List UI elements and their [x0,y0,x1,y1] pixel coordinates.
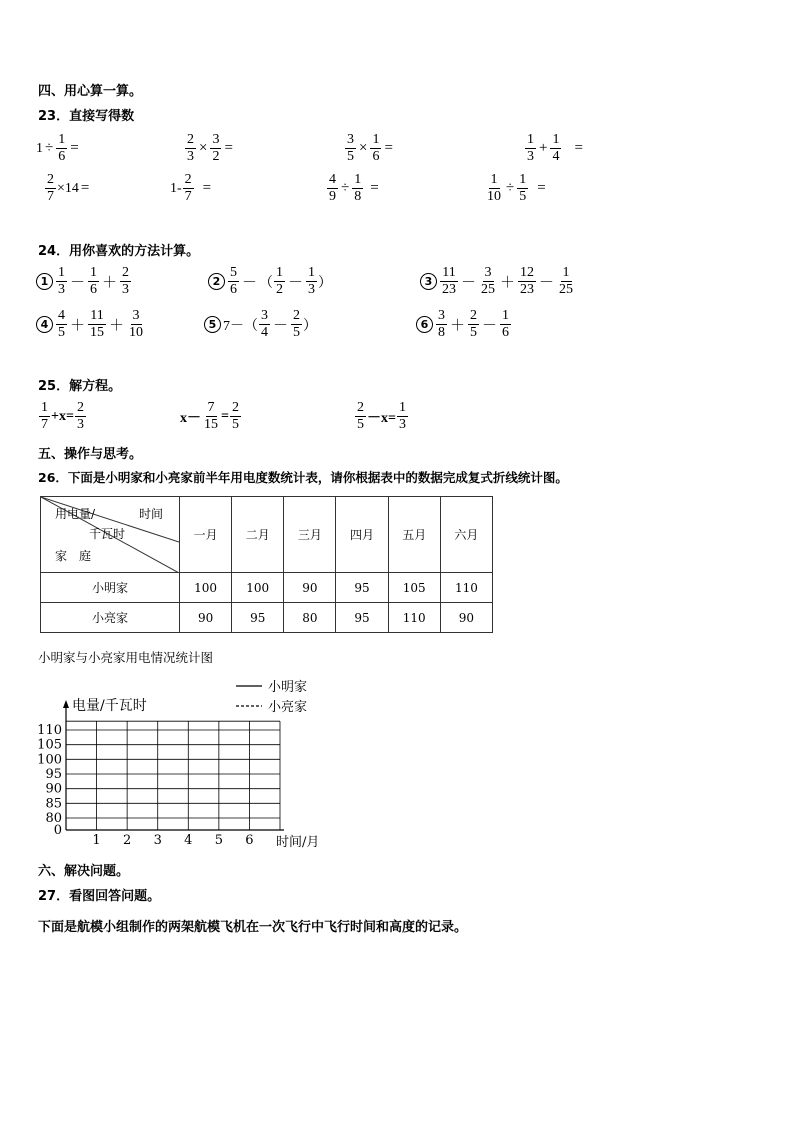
q23-item-4-op: + [539,140,548,156]
y-tick-label: 110 [37,723,62,738]
q23-item-6-eq: = [202,180,212,196]
q24-expr-6: 6 $\frac{3}{8}$ ＋ $\frac{2}{5}$ － $\frac{1}{6}$ [416,308,512,341]
x-tick-label: 3 [153,833,162,848]
y-tick-label: 95 [45,767,62,782]
table-cell: 100 [180,573,232,603]
y-tick-label: 100 [37,752,62,768]
q23-item-2-op: × [199,140,208,156]
question-24-title: 24．用你喜欢的方法计算。 [38,244,200,259]
month-header-6: 六月 [440,497,492,573]
q23-item-5-frac: $\frac{2}{7}$ [47,172,54,204]
y-tick-label: 85 [45,796,62,812]
month-header-2: 二月 [232,497,284,573]
q23-item-2-frac-a: $\frac{2}{3}$ [187,132,194,164]
q23-item-5 [44,172,91,205]
table-cell: 90 [440,603,492,633]
table-cell: 100 [232,573,284,603]
question-25-title: 25．解方程。 [38,379,122,394]
legend-label-xiaoliang: 小亮家 [268,700,308,715]
section-6-title: 六、解决问题。 [38,864,130,879]
chart-caption: 小明家与小亮家用电情况统计图 [38,650,214,665]
circled-number-3: 3 [420,273,437,290]
table-cell: 105 [388,573,440,603]
q23-item-4-frac-a: $\frac{1}{3}$ [527,132,534,164]
legend-label-xiaoming: 小明家 [268,680,308,695]
circled-number-5: 5 [204,316,221,333]
chart-legend [236,680,307,715]
q23-item-1-op: ÷ [45,140,54,156]
q23-item-3-frac-b: $\frac{1}{6}$ [372,132,380,164]
table-cell: 80 [284,603,336,633]
q23-item-1-eq: = [70,140,79,156]
q23-item-3 [344,132,395,165]
q24-expr-1: 1 $\frac{1}{3}$ － $\frac{1}{6}$ ＋ $\frac{2}{3}$ [36,265,132,298]
chart-grid [66,721,280,830]
q23-item-6-int: 1- [170,180,182,196]
month-header-5: 五月 [388,497,440,573]
month-header-3: 三月 [284,497,336,573]
table-cell: 95 [336,603,388,633]
month-header-4: 四月 [336,497,388,573]
table-corner-header [41,497,180,573]
y-tick-label: 80 [45,811,62,826]
q23-item-2-eq: = [224,140,233,156]
x-tick-label: 5 [214,833,223,848]
x-tick-label: 6 [245,833,254,848]
question-27-text: 下面是航模小组制作的两架航模飞机在一次飞行中飞行时间和高度的记录。 [38,920,468,935]
q23-item-1 [36,132,81,165]
q23-item-1-int: 1 [36,140,43,156]
corner-label-family: 家 庭 [55,549,92,563]
electricity-line-chart [30,672,350,854]
q23-item-5-op: ×14 [57,180,79,196]
q23-item-8-frac-b: $\frac{1}{5}$ [519,172,527,204]
q23-item-8-frac-a: $\frac{1}{10}$ [487,172,501,204]
section-5-title: 五、操作与思考。 [38,447,143,462]
chart-x-ticks [92,833,253,848]
month-header-1: 一月 [180,497,232,573]
q23-item-7-eq: = [370,180,379,196]
circled-number-1: 1 [36,273,53,290]
corner-label-time: 时间 [139,507,164,521]
row-label-xiaoliang: 小亮家 [41,603,180,633]
table-cell: 110 [388,603,440,633]
y-axis-arrow-icon [63,700,69,708]
circled-number-2: 2 [208,273,225,290]
table-cell: 95 [232,603,284,633]
q23-item-6-frac: $\frac{2}{7}$ [184,172,192,204]
q23-item-7-op: ÷ [341,180,350,196]
q23-item-3-eq: = [384,140,393,156]
circled-number-6: 6 [416,316,433,333]
q23-item-5-eq: = [80,180,90,196]
q23-item-8-eq: = [537,180,546,196]
electricity-usage-table [40,496,493,633]
q24-expr-4: 4 $\frac{4}{5}$ ＋ $\frac{11}{15}$ ＋ $\frac{3}{10}$ [36,308,146,341]
q23-item-8 [484,172,548,205]
chart-y-ticks [37,723,62,838]
question-23-title: 23．直接写得数 [38,109,135,124]
corner-label-unit: 千瓦时 [89,527,126,541]
y-tick-label: 105 [37,737,62,753]
q25-equation-3: $\frac{2}{5}$ －x= $\frac{1}{3}$ [357,400,406,432]
q24-expr-2: 2 $\frac{5}{6}$ － （ $\frac{1}{2}$ － $\frac{1}{3}$ ） [208,265,332,298]
q23-item-4-eq: = [574,140,583,156]
q23-item-1-frac: $\frac{1}{6}$ [58,132,66,164]
q25-equation-1: $\frac{1}{7}$ +x= $\frac{2}{3}$ [41,400,84,432]
question-26-title: 26．下面是小明家和小亮家前半年用电度数统计表，请你根据表中的数据完成复式折线统计图。 [38,470,568,485]
x-axis-label: 时间/月 [276,835,320,850]
corner-label-usage: 用电量/ [55,507,96,521]
question-27-title: 27．看图回答问题。 [38,889,161,904]
y-tick-label-zero: 0 [53,823,62,838]
y-tick-label: 90 [45,781,62,797]
q23-item-6 [170,172,213,205]
row-label-xiaoming: 小明家 [41,573,180,603]
q23-item-2-frac-b: $\frac{3}{2}$ [212,132,220,164]
q23-item-3-frac-a: $\frac{3}{5}$ [347,132,354,164]
table-cell: 90 [284,573,336,603]
q23-item-8-op: ÷ [506,180,515,196]
table-cell: 110 [440,573,492,603]
y-axis-label: 电量/千瓦时 [72,698,147,714]
table-cell: 90 [180,603,232,633]
table-cell: 95 [336,573,388,603]
q23-item-2 [184,132,235,165]
q23-item-7-frac-b: $\frac{1}{8}$ [354,172,362,204]
q23-item-3-op: × [359,140,368,156]
q23-item-4-frac-b: $\frac{1}{4}$ [552,132,560,164]
x-tick-label: 4 [184,833,193,848]
q23-item-7 [326,172,381,205]
q24-expr-3: 3 $\frac{11}{23}$ － $\frac{3}{25}$ ＋ $\frac{12}{23}$ － $\frac{1}{25}$ [420,265,576,298]
x-tick-label: 2 [123,833,132,848]
table-row [41,573,493,603]
chart-axes [63,700,284,830]
x-tick-label: 1 [92,833,101,848]
q24-expr-5: 5 7－（ $\frac{3}{4}$ － $\frac{2}{5}$ ） [204,308,317,341]
q25-equation-2: x－ $\frac{7}{15}$ = $\frac{2}{5}$ [180,400,239,432]
table-row [41,603,493,633]
q23-item-7-frac-a: $\frac{4}{9}$ [329,172,336,204]
circled-number-4: 4 [36,316,53,333]
q23-item-4 [524,132,585,165]
section-4-title: 四、用心算一算。 [38,84,143,99]
